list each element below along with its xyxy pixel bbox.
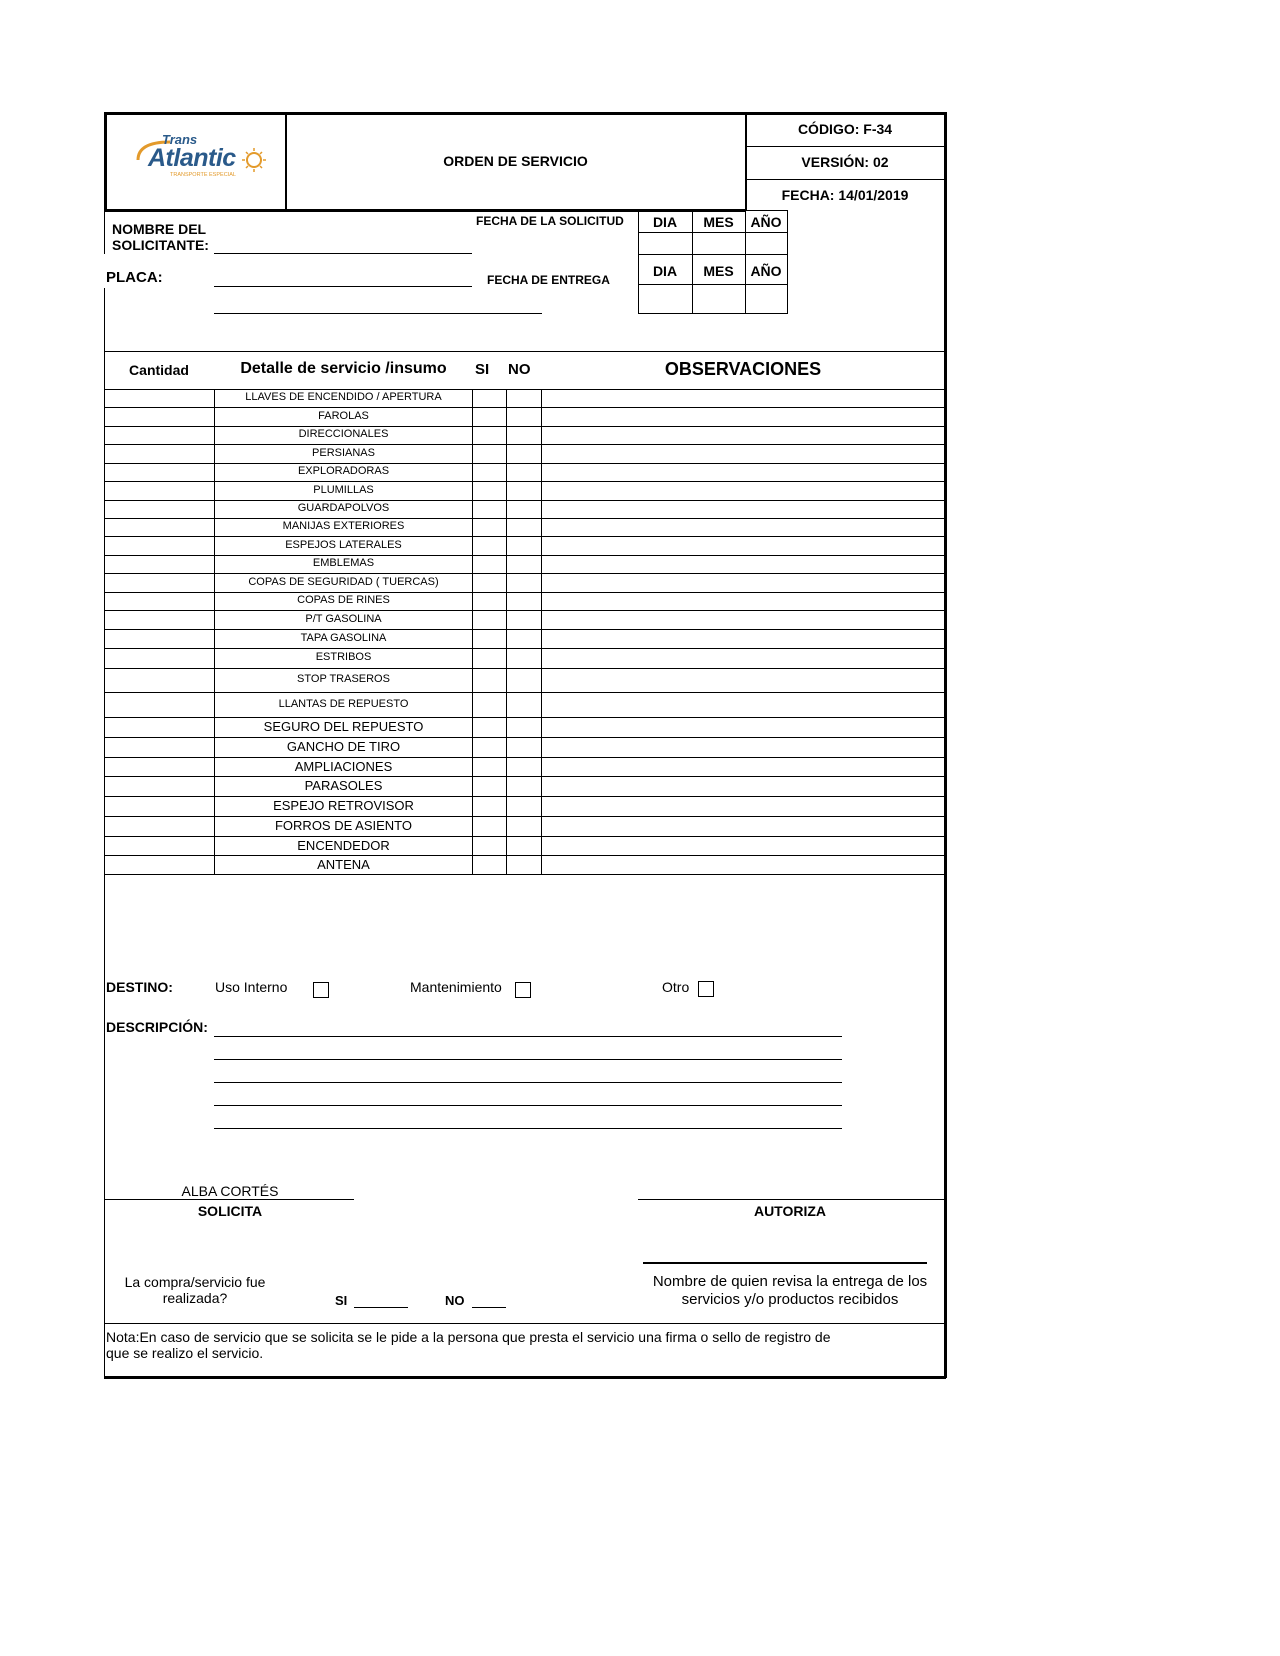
nombre-label-line1: NOMBRE DEL [112,221,207,237]
compra-question-line2: realizada? [162,1290,228,1306]
item-label: MANIJAS EXTERIORES [282,520,405,533]
table-row [104,481,944,500]
cantidad-cell[interactable] [105,482,213,499]
table-top [104,351,944,352]
compra-no-line[interactable] [472,1307,506,1308]
table-row [104,757,944,776]
si-cell[interactable] [473,408,505,425]
company-logo [130,134,270,184]
placa-extra-line[interactable] [214,313,542,314]
si-cell[interactable] [473,593,505,609]
table-row [104,407,944,426]
no-cell[interactable] [507,856,540,873]
cantidad-cell[interactable] [105,649,213,667]
revisor-caption-line1: Nombre de quien revisa la entrega de los [652,1273,928,1290]
item-label: EMBLEMAS [312,557,375,570]
si-cell[interactable] [473,738,505,756]
no-cell[interactable] [507,519,540,535]
observaciones-cell[interactable] [542,669,943,691]
cantidad-cell[interactable] [105,669,213,691]
no-cell[interactable] [507,630,540,647]
cantidad-cell[interactable] [105,464,213,480]
item-label: COPAS DE SEGURIDAD ( TUERCAS) [248,575,439,588]
entrega-dia-cell[interactable] [639,286,691,312]
observaciones-cell[interactable] [542,482,943,499]
solicitud-ano-cell[interactable] [746,234,786,253]
item-label: PLUMILLAS [313,483,374,496]
descripcion-line-4[interactable] [214,1105,842,1106]
descripcion-label: DESCRIPCIÓN: [106,1019,208,1035]
table-row [104,444,944,463]
col-header-observaciones: OBSERVACIONES [664,359,822,379]
col-header-no: NO [508,361,531,378]
table-row [104,500,944,518]
table-row [104,855,944,874]
entrega-dia-header: DIA [652,263,678,279]
no-cell[interactable] [507,669,540,691]
observaciones-cell[interactable] [542,556,943,572]
observaciones-cell[interactable] [542,464,943,480]
logo-text-main: Atlantic [148,144,236,172]
mantenimiento-checkbox[interactable] [515,982,531,998]
solicitud-mes-header: MES [703,214,734,230]
item-label: LLAVES DE ENCENDIDO / APERTURA [245,391,442,404]
autoriza-signature-line[interactable] [638,1199,944,1200]
compra-question-line1: La compra/servicio fue [124,1274,266,1290]
si-cell[interactable] [473,519,505,535]
cantidad-cell[interactable] [105,777,213,795]
item-label: ENCENDEDOR [297,837,390,853]
compra-question [110,1274,280,1306]
solicitud-ano-header: AÑO [750,214,782,230]
frame-bottom [104,1376,946,1379]
revisor-signature-line[interactable] [643,1262,927,1264]
solicita-label: SOLICITA [197,1203,263,1219]
placa-input-line[interactable] [214,286,472,287]
cantidad-cell[interactable] [105,856,213,873]
si-cell[interactable] [473,718,505,736]
observaciones-cell[interactable] [542,630,943,647]
si-cell[interactable] [473,669,505,691]
entrega-mes-cell[interactable] [693,286,744,312]
item-label: STOP TRASEROS [297,673,390,686]
observaciones-cell[interactable] [542,837,943,854]
no-cell[interactable] [507,817,540,835]
cantidad-cell[interactable] [105,537,213,554]
table-row [104,629,944,648]
item-label: FORROS DE ASIENTO [274,818,412,834]
si-cell[interactable] [473,574,505,591]
mantenimiento-label: Mantenimiento [410,979,502,995]
cantidad-cell[interactable] [105,758,213,775]
table-row [104,717,944,737]
item-label: TAPA GASOLINA [300,631,387,644]
table-row [104,816,944,836]
si-cell[interactable] [473,464,505,480]
descripcion-line-5[interactable] [214,1128,842,1129]
cantidad-cell[interactable] [105,817,213,835]
table-row [104,426,944,444]
no-cell[interactable] [507,574,540,591]
si-cell[interactable] [473,856,505,873]
si-cell[interactable] [473,537,505,554]
cantidad-cell[interactable] [105,390,213,406]
item-label: AMPLIACIONES [294,758,393,774]
observaciones-cell[interactable] [542,408,943,425]
logo-text-top: Trans [162,132,198,147]
no-cell[interactable] [507,777,540,795]
frame-left-header [104,112,107,212]
solicita-signature-line[interactable] [104,1199,354,1200]
placa-label: PLACA: [106,269,163,286]
cantidad-cell[interactable] [105,693,213,716]
item-label: FAROLAS [318,409,369,422]
frame-left-applicant-1 [104,210,105,254]
table-row [104,518,944,536]
cantidad-cell[interactable] [105,519,213,535]
si-cell[interactable] [473,797,505,815]
si-cell[interactable] [473,482,505,499]
si-cell[interactable] [473,758,505,775]
descripcion-line-1[interactable] [214,1036,842,1037]
table-row [104,648,944,668]
no-cell[interactable] [507,464,540,480]
cantidad-cell[interactable] [105,445,213,462]
no-cell[interactable] [507,718,540,736]
no-cell[interactable] [507,738,540,756]
no-cell[interactable] [507,837,540,854]
no-cell[interactable] [507,445,540,462]
item-label: GANCHO DE TIRO [286,739,401,755]
no-cell[interactable] [507,693,540,716]
si-cell[interactable] [473,611,505,628]
observaciones-cell[interactable] [542,501,943,517]
form-code: CÓDIGO: F-34 [797,121,893,137]
si-cell[interactable] [473,777,505,795]
otro-label: Otro [662,979,690,995]
table-row [104,555,944,573]
no-cell[interactable] [507,797,540,815]
si-cell[interactable] [473,649,505,667]
item-label: DIRECCIONALES [298,428,389,441]
observaciones-cell[interactable] [542,390,943,406]
no-cell[interactable] [507,427,540,443]
table-row [104,573,944,592]
observaciones-cell[interactable] [542,649,943,667]
si-cell[interactable] [473,390,505,406]
fecha-entrega-label: FECHA DE ENTREGA [487,273,610,287]
cantidad-cell[interactable] [105,837,213,854]
compra-si-label: SI [335,1293,348,1308]
col-header-si: SI [475,361,490,378]
nombre-label-line2: SOLICITANTE: [112,237,209,253]
entrega-mes-header: MES [703,263,734,279]
observaciones-cell[interactable] [542,427,943,443]
nota-top-line [104,1323,944,1324]
no-cell[interactable] [507,501,540,517]
no-cell[interactable] [507,758,540,775]
cantidad-cell[interactable] [105,556,213,572]
item-label: ESPEJOS LATERALES [285,538,402,551]
si-cell[interactable] [473,427,505,443]
si-cell[interactable] [473,817,505,835]
table-row [104,692,944,717]
revisor-caption [640,1273,940,1309]
uso-interno-checkbox[interactable] [313,982,329,998]
col-header-detalle: Detalle de servicio /insumo [240,360,447,377]
no-cell[interactable] [507,390,540,406]
observaciones-cell[interactable] [542,611,943,628]
item-label: ESTRIBOS [315,651,372,664]
si-cell[interactable] [473,445,505,462]
solicitud-dia-cell[interactable] [639,234,691,253]
header-code-divider [745,146,944,147]
cantidad-cell[interactable] [105,718,213,736]
solicitud-mes-cell[interactable] [693,234,744,253]
no-cell[interactable] [507,482,540,499]
nota-line1: Nota:En caso de servicio que se solicita se le pide a la persona que presta el servicio una firma o sello de registro de [106,1329,831,1345]
form-title: ORDEN DE SERVICIO [443,153,588,169]
cantidad-cell[interactable] [105,574,213,591]
observaciones-cell[interactable] [542,758,943,775]
table-row [104,737,944,757]
table-row [104,463,944,481]
si-cell[interactable] [473,630,505,647]
date-grid [638,210,788,314]
si-cell[interactable] [473,837,505,854]
cantidad-cell[interactable] [105,427,213,443]
item-label: LLANTAS DE REPUESTO [278,697,409,710]
logo-text-sub: TRANSPORTE ESPECIAL [170,172,236,178]
form-date: FECHA: 14/01/2019 [781,187,909,203]
si-cell[interactable] [473,556,505,572]
nota-text [106,1329,926,1361]
compra-no-label: NO [445,1293,465,1308]
si-cell[interactable] [473,501,505,517]
observaciones-cell[interactable] [542,574,943,591]
form-version: VERSIÓN: 02 [801,154,889,170]
entrega-ano-cell[interactable] [746,286,786,312]
otro-checkbox[interactable] [698,981,714,997]
table-row [104,836,944,855]
no-cell[interactable] [507,537,540,554]
item-label: ANTENA [317,856,370,872]
observaciones-cell[interactable] [542,718,943,736]
cantidad-cell[interactable] [105,611,213,628]
solicitud-dia-header: DIA [652,214,678,230]
table-row [104,796,944,816]
nombre-input-line[interactable] [214,253,472,254]
observaciones-cell[interactable] [542,693,943,716]
item-label: PERSIANAS [312,446,375,459]
no-cell[interactable] [507,649,540,667]
destino-label: DESTINO: [106,979,173,995]
si-cell[interactable] [473,693,505,716]
descripcion-line-2[interactable] [214,1059,842,1060]
no-cell[interactable] [507,593,540,609]
observaciones-cell[interactable] [542,593,943,609]
cantidad-cell[interactable] [105,797,213,815]
cantidad-cell[interactable] [105,593,213,609]
observaciones-cell[interactable] [542,797,943,815]
frame-top [104,112,946,115]
solicitante-name: ALBA CORTÉS [181,1183,279,1199]
table-row [104,668,944,692]
compra-si-line[interactable] [354,1307,408,1308]
observaciones-cell[interactable] [542,519,943,535]
item-label: SEGURO DEL REPUESTO [263,719,424,735]
table-row [104,592,944,610]
uso-interno-label: Uso Interno [215,979,288,995]
revisor-caption-line2: servicios y/o productos recibidos [681,1291,899,1308]
item-label: GUARDAPOLVOS [297,502,390,515]
observaciones-cell[interactable] [542,817,943,835]
item-label: ESPEJO RETROVISOR [273,798,414,814]
table-row [104,389,944,407]
cantidad-cell[interactable] [105,408,213,425]
table-row [104,536,944,555]
no-cell[interactable] [507,611,540,628]
nota-line2: que se realizo el servicio. [106,1345,264,1361]
no-cell[interactable] [507,408,540,425]
cantidad-cell[interactable] [105,738,213,756]
table-row [104,776,944,796]
descripcion-line-3[interactable] [214,1082,842,1083]
item-label: EXPLORADORAS [297,465,390,478]
no-cell[interactable] [507,556,540,572]
col-header-cantidad: Cantidad [129,362,189,378]
observaciones-cell[interactable] [542,856,943,873]
observaciones-cell[interactable] [542,777,943,795]
item-label: COPAS DE RINES [297,594,390,607]
entrega-ano-header: AÑO [750,263,782,279]
header-version-divider [745,179,944,180]
cantidad-cell[interactable] [105,501,213,517]
table-row [104,610,944,629]
item-label: P/T GASOLINA [305,612,382,625]
observaciones-cell[interactable] [542,445,943,462]
cantidad-cell[interactable] [105,630,213,647]
autoriza-label: AUTORIZA [753,1203,827,1219]
observaciones-cell[interactable] [542,738,943,756]
item-label: PARASOLES [304,778,383,794]
fecha-solicitud-label: FECHA DE LA SOLICITUD [476,214,624,228]
nombre-label [112,221,209,253]
observaciones-cell[interactable] [542,537,943,554]
